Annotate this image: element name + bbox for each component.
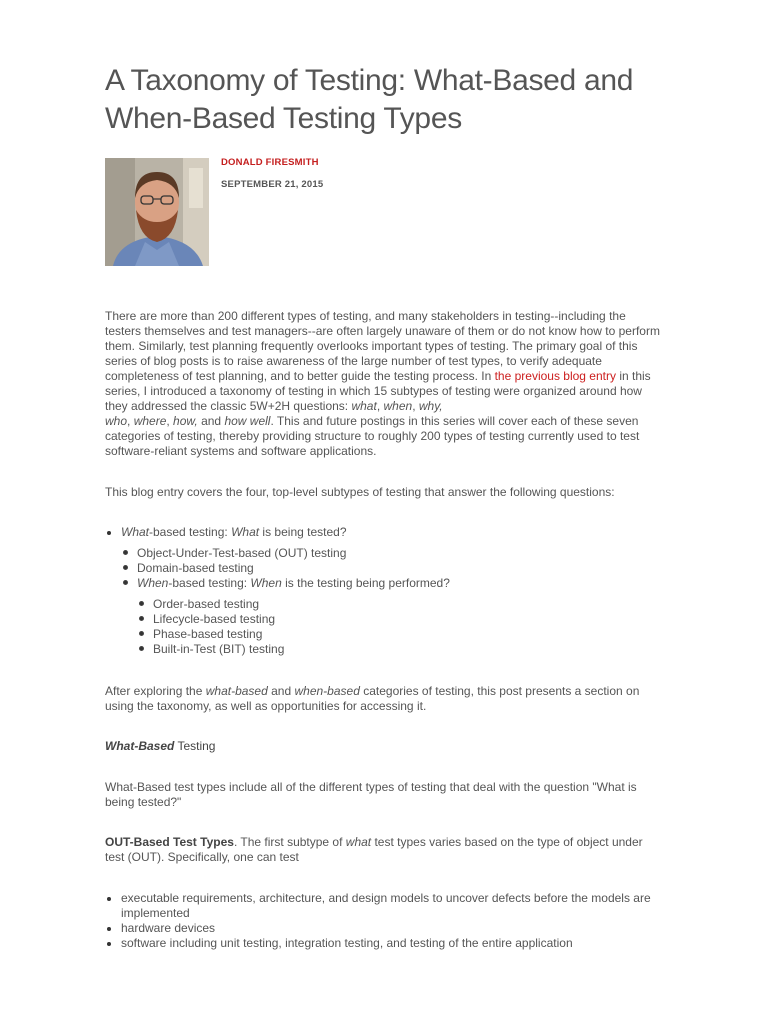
list-item: What-based testing: What is being tested? Object-Under-Test-based (OUT) testing Domain-based testing When-based testing: When is the testing being performed? Order-based testing Lifecycle-based testing Phase-based testing Built-in-Test (BIT) testing (105, 525, 665, 657)
previous-blog-entry-link[interactable]: the previous blog entry (494, 369, 616, 383)
list-item: When-based testing: When is the testing being performed? Order-based testing Lifecycle-based testing Phase-based testing Built-in-Test (BIT) testing (121, 576, 665, 657)
question-list (105, 525, 665, 657)
list-item: Domain-based testing (121, 561, 665, 576)
intro-paragraph: There are more than 200 different types of testing, and many stakeholders in testing--including the testers themselves and test managers--are often largely unaware of them or do not know how to perform them. Similarly, test planning frequently overlooks important types of testing. The primary goal of this series of blog posts is to raise awareness of the large number of test types, to verify adequate completeness of test planning, and to better guide the testing process. In the previous blog entry in this series, I introduced a taxonomy of testing in which 15 subtypes of testing were organized around how they addressed the classic 5W+2H questions: what, when, why, who, where, how, and how well. This and future postings in this series will cover each of these seven categories of testing, thereby providing structure to roughly 200 types of testing currently used to test software-reliant systems and software applications. (105, 309, 660, 458)
list-item: Built-in-Test (BIT) testing (137, 642, 665, 657)
list-item: Order-based testing (137, 597, 665, 612)
list-item: Object-Under-Test-based (OUT) testing (121, 546, 665, 561)
list-item: hardware devices (105, 921, 665, 936)
list-item: Phase-based testing (137, 627, 665, 642)
out-paragraph: OUT-Based Test Types. The first subtype of what test types varies based on the type of object under test (OUT). Specifically, one can test (105, 835, 643, 864)
list-item: Lifecycle-based testing (137, 612, 665, 627)
list-item: executable requirements, architecture, and design models to uncover defects before the models are implemented (105, 891, 665, 921)
author-photo (105, 158, 209, 266)
after-paragraph: After exploring the what-based and when-based categories of testing, this post presents a section on using the taxonomy, as well as opportunities for accessing it. (105, 684, 640, 713)
list-item: software including unit testing, integration testing, and testing of the entire application (105, 936, 665, 951)
what-based-paragraph: What-Based test types include all of the different types of testing that deal with the question "What is being tested?" (105, 780, 637, 809)
section-heading: What-Based Testing (105, 739, 216, 753)
covers-paragraph: This blog entry covers the four, top-level subtypes of testing that answer the following questions: (105, 485, 615, 499)
out-list (105, 891, 665, 951)
article-title: A Taxonomy of Testing: What-Based and When-Based Testing Types (105, 64, 634, 135)
author-link[interactable]: DONALD FIRESMITH (221, 157, 319, 168)
publish-date: SEPTEMBER 21, 2015 (221, 179, 324, 190)
